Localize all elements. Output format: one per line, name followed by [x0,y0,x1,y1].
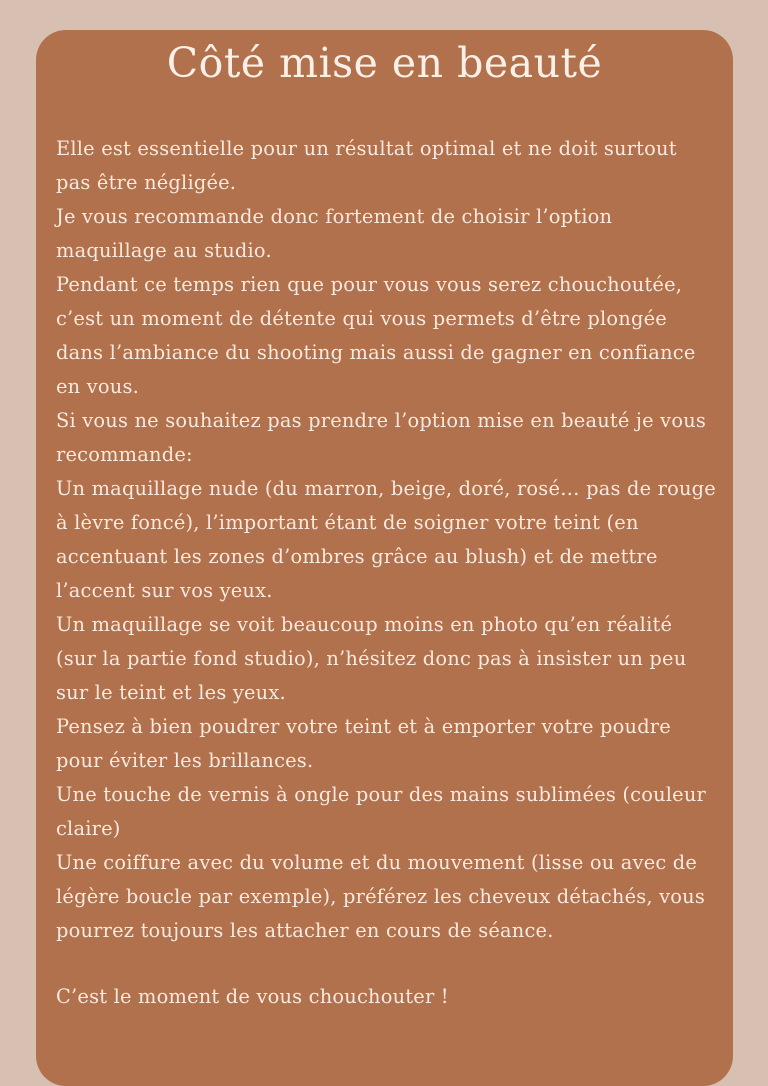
body-text [56,132,716,948]
paragraph-intro: Elle est essentielle pour un résultat optimal et ne doit surtout pas être négligée. [56,137,677,194]
paragraph-hairstyle: Une coiffure avec du volume et du mouvement (lisse ou avec de légère boucle par exemple), préférez les cheveux détachés, vous pourrez toujours les attacher en cours de séance. [56,851,705,942]
content-card [36,30,733,1086]
paragraph-pampering: Pendant ce temps rien que pour vous vous serez chouchoutée, c’est un moment de détente qui vous permets d’être plongée dans l’ambiance du shooting mais aussi de gagner en confiance en vous. [56,273,696,398]
paragraph-makeup-nude: Un maquillage nude (du marron, beige, doré, rosé… pas de rouge à lèvre foncé), l’important étant de soigner votre teint (en accentuant les zones d’ombres grâce au blush) et de mettre l’accent sur vos yeux. [56,477,716,602]
paragraph-makeup-photo: Un maquillage se voit beaucoup moins en photo qu’en réalité (sur la partie fond studio), n’hésitez donc pas à insister un peu sur le teint et les yeux. [56,613,687,704]
page-title: Côté mise en beauté [166,39,603,87]
paragraph-recommendation: Je vous recommande donc fortement de choisir l’option maquillage au studio. [56,205,613,262]
paragraph-powder: Pensez à bien poudrer votre teint et à emporter votre poudre pour éviter les brillances. [56,715,671,772]
closing-line: C’est le moment de vous chouchouter ! [56,985,449,1008]
paragraph-nail-polish: Une touche de vernis à ongle pour des mains sublimées (couleur claire) [56,783,706,840]
paragraph-alternative: Si vous ne souhaitez pas prendre l’option mise en beauté je vous recommande: [56,409,707,466]
